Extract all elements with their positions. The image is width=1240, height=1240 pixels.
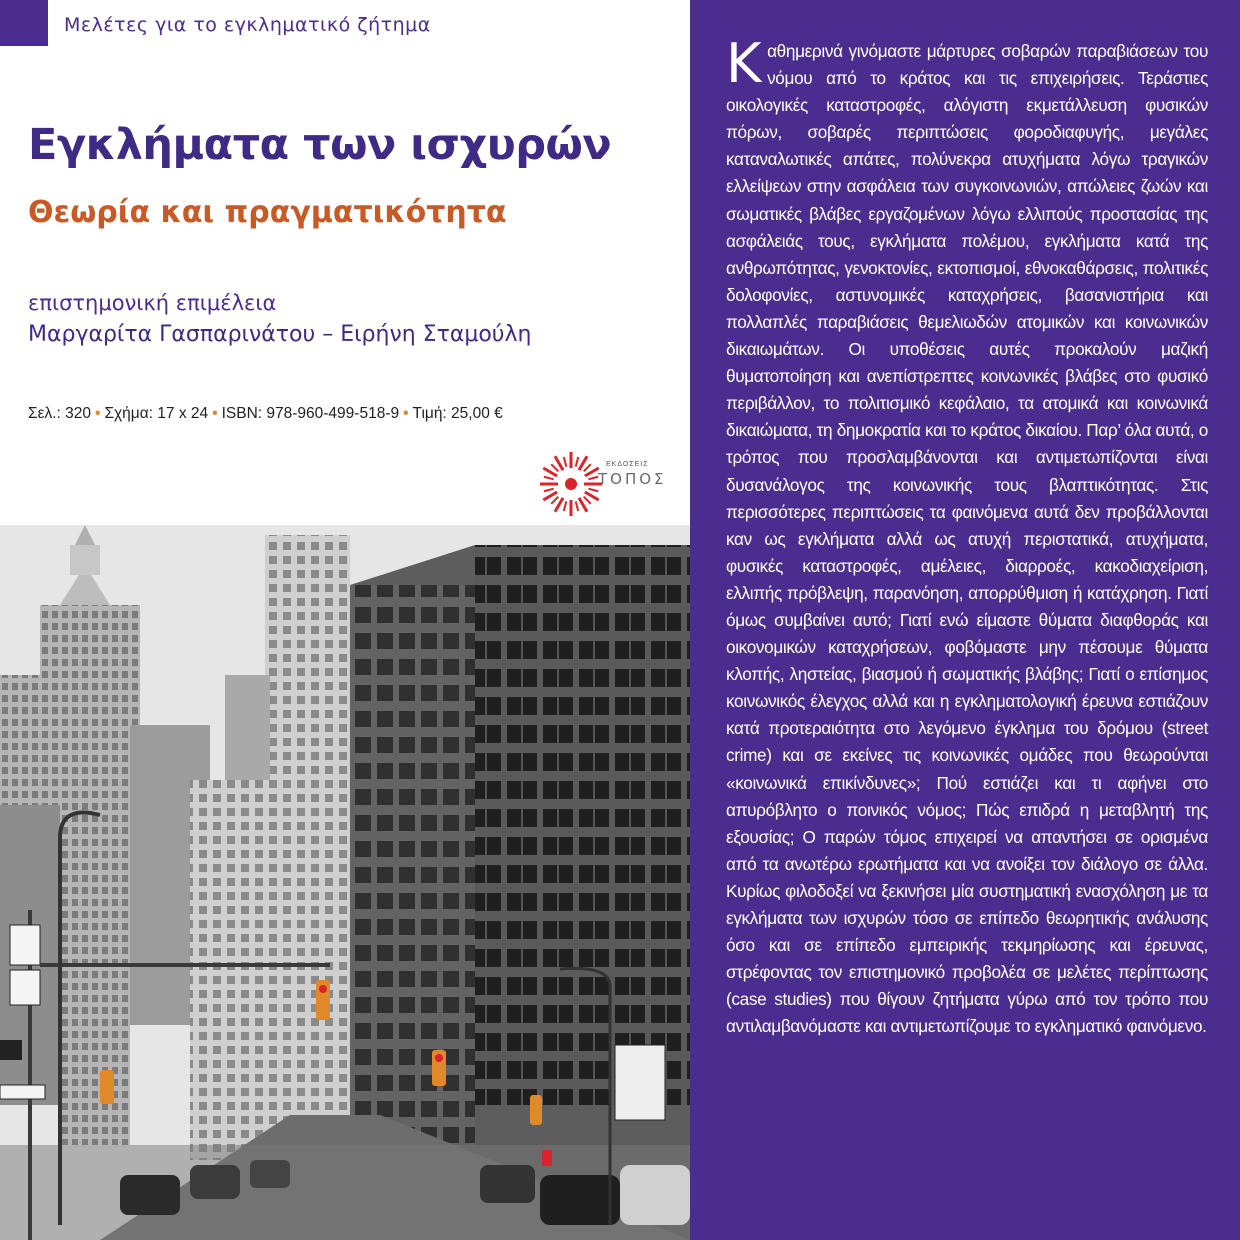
format: Σχήμα: 17 x 24: [104, 405, 209, 422]
page-count: Σελ.: 320: [28, 405, 92, 422]
book-title: Εγκλήματα των ισχυρών: [28, 120, 612, 170]
bullet-separator: •: [403, 405, 409, 422]
drop-cap: Κ: [726, 32, 762, 95]
blurb-text: αθημερινά γινόμαστε μάρτυρες σοβαρών παραβιάσεων του νόμου από το κράτος και τις επιχειρήσεις. Τεράστιες οικολογικές καταστροφές, αλόγιστη εκμετάλλευση φυσικών πόρων, σοβαρές περιπτώσεις φοροδιαφυγής, μεγάλες καταναλωτικές απάτες, πολύνεκρα ατυχήματα λόγω τραγικών ελλείψεων στην ασφάλεια των συγκοινωνιών, απώλειες ζωών και σωματικές βλάβες εργαζομένων λόγω ελλιπούς προστασίας της ασφάλειάς τους, εγκλήματα πολέμου, εγκλήματα κατά της ανθρωπότητας, γενοκτονίες, εκτοπισμοί, εθνοκαθάρσεις, πολιτικές δολοφονίες, αστυνομικές καταχρήσεις, βασανιστήρια και πολλαπλές παραβιάσεις θεμελιωδών ατομικών και κοινωνικών δικαιωμάτων. Οι υποθέσεις αυτές προκαλούν μαζική θυματοποίηση και ανεπίστρεπτες κοινωνικές βλάβες στο φυσικό περιβάλλον, το πολιτισμικό κεφάλαιο, τα ατομικά και κοινωνικά δικαιώματα, τη δημοκρατία και το κράτος δικαίου. Παρ’ όλα αυτά, ο τρόπος που προσλαμβάνονται και αντιμετωπίζονται είναι δυσανάλογος της κοινωνικής τους βλαπτικότητας. Στις περισσότερες περιπτώσεις τα φαινόμενα αυτά δεν προβάλλονται καν ως εγκλήματα αλλά ως ατυχή περιστατικά, ατυχήματα, φυσικές καταστροφές, αμέλειες, διαρροές, κακοδιαχείριση, ελλιπής πρόβλεψη, παρανόηση, απορρύθμιση ή κατάχρηση. Γιατί όμως συμβαίνει αυτό; Γιατί ενώ είμαστε θύματα διαφθοράς και οικονομικών καταχρήσεων, φοβόμαστε μην πέσουμε θύματα κλοπής, ληστείας, βιασμού ή σωματικής βλάβης; Γιατί ο επίσημος κοινωνικός έλεγχος αλλά και η εγκληματολογική έρευνα εστιάζουν κατά προτεραιότητα στο λεγόμενο έγκλημα του δρόμου (street crime) και σε εκείνες τις κοινωνικές ομάδες που θεωρούνται «κοινωνικά επικίνδυνες»; Πού εστιάζει και τι αφήνει στο απυρόβλητο ο ποινικός νόμος; Πώς επιδρά η μεταβλητή της εξουσίας; Ο παρών τόμος επιχειρεί να απαντήσει σε ορισμένα από τα ανωτέρω ερωτήματα και να ανοίξει τον διάλογο σε άλλα. Κυρίως φιλοδοξεί να ξεκινήσει μία συστηματική ενασχόληση με τα εγκλήματα των ισχυρών τόσο σε επίπεδο θεωρητικής ανάλυσης όσο και σε επίπεδο εμπειρικής τεκμηρίωσης και έρευνας, στρέφοντας τον επιστημονικό προβολέα σε μελέτες περίπτωσης (case studies) που θίγουν ζητήματα γύρω από τον τρόπο που αντιλαμβανόμαστε και αντιμετωπίζουμε το εγκληματικό φαινόμενο.: [726, 41, 1208, 1037]
book-blurb: [726, 32, 1208, 1040]
bullet-separator: •: [212, 405, 218, 422]
isbn: ISBN: 978-960-499-518-9: [221, 405, 400, 422]
bullet-separator: •: [95, 405, 101, 422]
book-metadata: [28, 405, 503, 423]
publisher-label: ΕΚΔΟΣΕΙΣ: [606, 461, 649, 468]
series-title: Μελέτες για το εγκληματικό ζήτημα: [64, 14, 431, 36]
editing-label: επιστημονική επιμέλεια: [28, 291, 277, 315]
editors: Μαργαρίτα Γασπαρινάτου – Ειρήνη Σταμούλη: [28, 322, 532, 347]
publisher-name: ΤΟΠΟΣ: [598, 470, 667, 488]
city-street-illustration: [0, 525, 690, 1240]
sunburst-icon: [540, 448, 602, 520]
series-color-tab: [0, 0, 48, 46]
book-subtitle: Θεωρία και πραγματικότητα: [28, 195, 507, 230]
price: Τιμή: 25,00 €: [412, 405, 503, 422]
city-photo: [0, 525, 690, 1240]
publisher-logo: [540, 448, 670, 520]
